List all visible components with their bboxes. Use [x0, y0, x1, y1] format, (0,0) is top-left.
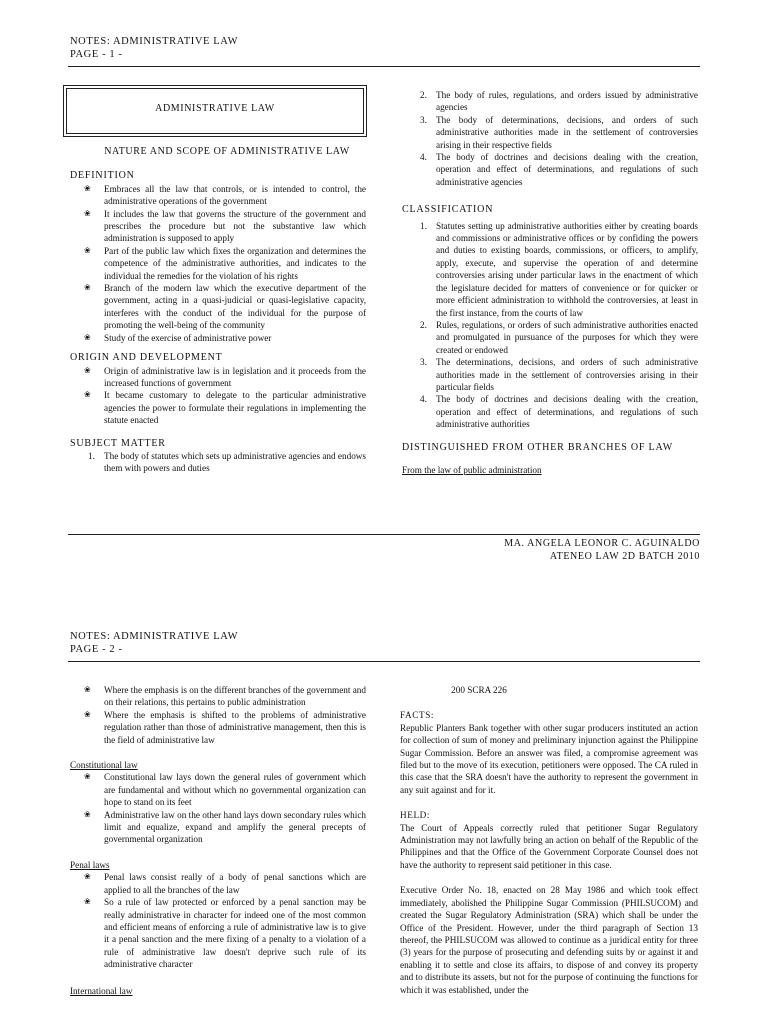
page2-left-column	[70, 684, 366, 997]
page2-header-title: NOTES: ADMINISTRATIVE LAW	[70, 631, 239, 642]
page1-footer-rule	[68, 534, 700, 535]
numbered-item	[402, 220, 698, 319]
page1-header	[70, 35, 238, 61]
numbered-item	[402, 393, 698, 430]
item-text: The body of doctrines and decisions dealing with the creation, operation and effect of determinations, and regulations of such administrative authorities	[436, 394, 698, 430]
flower-bullet-icon: ❀	[84, 283, 91, 293]
item-number: 3.	[420, 357, 427, 368]
bullet-item	[70, 245, 366, 282]
page1-right-column	[402, 89, 698, 476]
bullet-item	[70, 771, 366, 808]
flower-bullet-icon: ❀	[84, 709, 91, 719]
definition-heading: DEFINITION	[70, 170, 135, 182]
item-text: The body of determinations, decisions, and orders of such administrative authorities made in the settlement of controversies arising in their respective fields	[436, 114, 698, 150]
page1-header-rule	[68, 66, 700, 67]
facts-heading: FACTS:	[400, 710, 435, 721]
item-text: The body of statutes which sets up administrative agencies and endows them with powers and duties	[104, 450, 366, 474]
case-title: 200 SCRA 226	[451, 685, 507, 695]
bullet-text: Where the emphasis is shifted to the problems of administrative regulation rather than those of administrative management, then this is the field of administrative law	[104, 709, 366, 745]
bullet-text: Origin of administrative law is in legislation and it proceeds from the increased functions of government	[104, 365, 366, 388]
bullet-text: Administrative law on the other hand lays down secondary rules which limit and equalize, expand and amplify the general precepts of governmental organization	[104, 809, 366, 845]
item-text: The determinations, decisions, and orders of such administrative authorities made in the settlement of controversies arising in their particular fields	[436, 357, 698, 392]
page1-boxed-title: ADMINISTRATIVE LAW	[155, 103, 275, 114]
page2-header-rule	[68, 661, 700, 662]
flower-bullet-icon: ❀	[84, 332, 91, 342]
held-text: The Court of Appeals correctly ruled that petitioner Sugar Regulatory Administration may not lawfully bring an action on behalf of the Republic of the Philippines and that the Office of the Government Corporate Counsel does not have the authority to represent said petitioner in this case.	[400, 822, 698, 870]
bullet-text: It includes the law that governs the structure of the government and prescribes the procedure but not the substantive law which administration is supposed to apply	[104, 208, 366, 244]
constitutional-heading: Constitutional law	[70, 760, 138, 771]
item-number: 2.	[420, 319, 427, 330]
item-text: Statutes setting up administrative authorities either by creating boards and commissions or administrative offices or by confiding the powers and duties to existing boards, commissions, or officers, to amplify, apply, execute, and supervise the operation of and determine controversies arising under particular laws in the enactment of which the legislature decided for matters of convenience or for quicker or more efficient administration to withhold the controversies, at least in the first instance, from the courts of law	[436, 220, 698, 318]
item-number: 3.	[420, 114, 427, 125]
distinguished-heading: DISTINGUISHED FROM OTHER BRANCHES OF LAW	[402, 441, 673, 453]
item-number: 1.	[88, 450, 95, 461]
bullet-text: Constitutional law lays down the general rules of government which are fundamental and without which no governmental organization can hope to stand on its feet	[104, 772, 366, 808]
flower-bullet-icon: ❀	[84, 897, 91, 907]
page1-left-column	[70, 146, 366, 475]
bullet-text: So a rule of law protected or enforced by a penal sanction may be really administrative in character for indeed one of the most common and efficient means of enforcing a rule of administrative law is to give it a penal sanction and the mere fixing of a penalty to a violation of a rule of administrative law doesn't deprive such rule of its administrative character	[104, 897, 366, 970]
page1-section-title: NATURE AND SCOPE OF ADMINISTRATIVE LAW	[104, 146, 350, 157]
item-text: Rules, regulations, or orders of such administrative authorities enacted and promulgated in pursuance of the purposes for which they were created or endowed	[436, 319, 698, 355]
constitutional-list	[70, 771, 366, 845]
bullet-item	[70, 896, 366, 970]
flower-bullet-icon: ❀	[84, 365, 91, 375]
bullet-item	[70, 282, 366, 332]
flower-bullet-icon: ❀	[84, 872, 91, 882]
numbered-item	[402, 89, 698, 114]
penal-heading: Penal laws	[70, 859, 110, 870]
bullet-item	[70, 208, 366, 245]
page2-right-column	[400, 684, 698, 996]
numbered-item	[70, 450, 366, 475]
public-administration-subheading: From the law of public administration	[402, 464, 542, 475]
origin-list	[70, 365, 366, 427]
flower-bullet-icon: ❀	[84, 809, 91, 819]
held-heading: HELD:	[400, 810, 431, 821]
executive-order-text: Executive Order No. 18, enacted on 28 May 1986 and which took effect immediately, abolished the Philippine Sugar Commission (PHILSUCOM) and created the Sugar Regulatory Administration (SRA) which shall be under the Office of the President. However, under the third paragraph of Section 13 thereof, the PHILSUCOM was allowed to continue as a juridical entity for three (3) years for the purpose of prosecuting and defending suits by or against it and enabling it to settle and close its affairs, to dispose of and convey its property and to distribute its assets, but not for the purpose of continuing the functions for which it was established, under the	[400, 885, 698, 995]
flower-bullet-icon: ❀	[84, 183, 91, 193]
bullet-text: Study of the exercise of administrative power	[104, 332, 272, 343]
bullet-text: Part of the public law which fixes the organization and determines the competence of the administrative authorities, and indicates to the individual the remedies for the violation of his rights	[104, 245, 366, 281]
numbered-item	[402, 151, 698, 188]
page1-header-page: PAGE - 1 -	[70, 49, 123, 60]
classification-list	[402, 220, 698, 431]
flower-bullet-icon: ❀	[84, 685, 91, 694]
classification-heading: CLASSIFICATION	[402, 204, 494, 216]
definition-list	[70, 183, 366, 344]
international-heading: International law	[70, 985, 133, 996]
flower-bullet-icon: ❀	[84, 390, 91, 400]
bullet-item	[70, 365, 366, 390]
item-number: 4.	[420, 394, 427, 405]
bullet-item	[70, 809, 366, 846]
bullet-item	[70, 709, 366, 746]
page1-title-box	[66, 88, 364, 134]
right-top-list	[402, 89, 698, 188]
footer-author: MA. ANGELA LEONOR C. AGUINALDO	[504, 538, 700, 549]
bullet-text: Penal laws consist really of a body of penal sanctions which are applied to all the branches of the law	[104, 872, 366, 895]
bullet-item	[70, 389, 366, 426]
flower-bullet-icon: ❀	[84, 208, 91, 218]
item-text: The body of rules, regulations, and orders issued by administrative agencies	[436, 90, 698, 113]
item-text: The body of doctrines and decisions dealing with the creation, operation and effect of determinations, and regulations of such administrative agencies	[436, 152, 698, 187]
page2-header-page: PAGE - 2 -	[70, 644, 123, 655]
penal-list	[70, 871, 366, 970]
item-number: 2.	[420, 90, 427, 100]
bullet-item	[70, 332, 366, 344]
subject-list	[70, 450, 366, 475]
bullet-text: Embraces all the law that controls, or is intended to control, the administrative operations of the government	[104, 183, 366, 207]
page2-header	[70, 630, 238, 656]
page1-header-title: NOTES: ADMINISTRATIVE LAW	[70, 36, 239, 47]
facts-text: Republic Planters Bank together with other sugar producers instituted an action for collection of sum of money and preliminary injunction against the Philippine Sugar Commission. Before an answer was filed, a compromise agreement was filed but to the move of its execution, petitioners were opposed. The CA ruled in this case that the SRA doesn't have the authority to represent the government in any suit against and for it.	[400, 722, 698, 795]
numbered-item	[402, 356, 698, 393]
flower-bullet-icon: ❀	[84, 772, 91, 782]
numbered-item	[402, 319, 698, 356]
numbered-item	[402, 114, 698, 151]
item-number: 1.	[420, 220, 427, 231]
footer-batch: ATENEO LAW 2D BATCH 2010	[549, 551, 700, 562]
flower-bullet-icon: ❀	[84, 245, 91, 255]
subject-heading: SUBJECT MATTER	[70, 437, 166, 449]
item-number: 4.	[420, 152, 427, 163]
page1-footer	[504, 537, 700, 563]
bullet-item	[70, 183, 366, 208]
bullet-text: Branch of the modern law which the executive department of the government, acting in a quasi-judicial or quasi-legislative capacity, interferes with the conduct of the individual for the purpose of promoting the well-being of the community	[104, 283, 366, 331]
origin-heading: ORIGIN AND DEVELOPMENT	[70, 352, 223, 364]
bullet-text: It became customary to delegate to the particular administrative agencies the power to formulate their regulations in implementing the statute enacted	[104, 390, 366, 426]
bullet-item	[70, 871, 366, 896]
bullet-text: Where the emphasis is on the different branches of the government and on their relations, this pertains to public administration	[104, 685, 366, 708]
